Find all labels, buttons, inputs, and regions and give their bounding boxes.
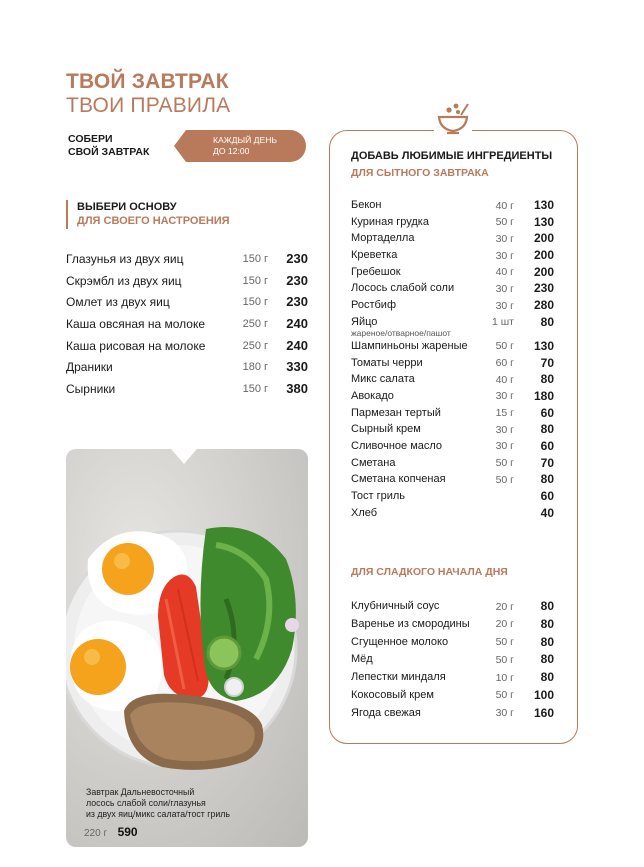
- menu-item: [66, 315, 310, 337]
- item-name: Драники: [66, 360, 113, 375]
- ingredient-weight: 30 г: [495, 249, 514, 262]
- item-weight: 250 г: [242, 318, 268, 331]
- ingredient-row: [351, 356, 556, 373]
- menu-item: [66, 250, 310, 272]
- ingredient-name: Яйцо: [351, 315, 378, 328]
- item-weight: 150 г: [242, 253, 268, 265]
- item-name: Скрэмбл из двух яиц: [66, 273, 182, 288]
- ingredient-name: Ягода свежая: [351, 706, 421, 719]
- ingredient-row: [351, 215, 556, 232]
- item-price: 230: [286, 272, 308, 288]
- badge-line-2: ДО 12:00: [213, 146, 250, 156]
- ingredient-weight: 15 г: [495, 407, 514, 420]
- ingredient-row: [351, 265, 556, 282]
- ingredients-heading: ДОБАВЬ ЛЮБИМЫЕ ИНГРЕДИЕНТЫ: [351, 150, 553, 162]
- item-price: 240: [286, 316, 308, 332]
- ingredient-note: жареное/отварное/пашот: [351, 327, 451, 338]
- ingredient-row: [351, 489, 556, 506]
- assemble-line-1: СОБЕРИ: [68, 133, 113, 145]
- ingredient-name: Лосось слабой соли: [351, 282, 455, 295]
- ingredient-weight: 40 г: [495, 199, 514, 212]
- ingredient-row: [351, 248, 556, 265]
- ingredient-weight: 60 г: [495, 357, 514, 369]
- ingredient-price: 200: [533, 264, 554, 279]
- ingredient-row: [351, 599, 556, 617]
- ingredient-price: 160: [533, 705, 554, 720]
- ingredient-price: 80: [540, 652, 554, 667]
- item-weight: 150 г: [242, 383, 268, 396]
- photo-price-value: 590: [117, 825, 138, 839]
- ingredient-name: Мортаделла: [351, 232, 415, 245]
- item-weight: 180 г: [242, 361, 268, 374]
- item-price: 380: [286, 381, 308, 397]
- ingredient-price: 280: [533, 298, 554, 313]
- ingredient-name: Хлеб: [351, 506, 378, 519]
- ingredient-weight: 50 г: [495, 636, 514, 649]
- ingredient-row: [351, 315, 556, 339]
- photo-weight: 220 г: [84, 828, 108, 839]
- item-name: Каша рисовая на молоке: [66, 338, 206, 353]
- ingredient-price: 80: [540, 314, 554, 329]
- caption-line-3: из двух яиц/микс салата/тост гриль: [86, 809, 230, 819]
- ingredient-name: Мёд: [351, 653, 373, 666]
- bowl-icon: [434, 100, 472, 136]
- ingredient-name: Кокосовый крем: [351, 688, 434, 701]
- assemble-line-2: СВОЙ ЗАВТРАК: [68, 146, 150, 158]
- ingredient-row: [351, 439, 556, 456]
- ingredient-price: 200: [533, 248, 554, 263]
- item-name: Каша овсяная на молоке: [66, 317, 206, 332]
- ingredient-weight: 50 г: [495, 689, 514, 702]
- ingredient-name: Сгущенное молоко: [351, 635, 449, 648]
- ingredient-name: Пармезан тертый: [351, 406, 441, 419]
- menu-item: [66, 272, 310, 294]
- ingredient-price: 80: [540, 634, 554, 649]
- ingredient-row: [351, 635, 556, 653]
- ingredient-row: [351, 372, 556, 389]
- item-price: 230: [286, 251, 308, 266]
- ingredient-weight: 50 г: [495, 653, 514, 666]
- item-weight: 250 г: [242, 339, 268, 352]
- item-weight: 150 г: [242, 274, 268, 287]
- menu-item: [66, 293, 310, 315]
- ingredient-row: [351, 456, 556, 473]
- page-title: ТВОЙ ЗАВТРАК: [66, 70, 229, 93]
- ingredient-name: Тост гриль: [351, 490, 405, 502]
- item-price: 230: [286, 294, 308, 310]
- ingredient-name: Ростбиф: [351, 299, 397, 312]
- item-price: 240: [286, 337, 308, 353]
- ingredient-name: Лепестки миндаля: [351, 671, 446, 684]
- ingredient-row: [351, 406, 556, 423]
- ingredient-weight: 50 г: [495, 340, 514, 353]
- savory-list: [351, 198, 556, 522]
- ingredient-price: 130: [533, 338, 554, 353]
- ingredient-weight: 30 г: [495, 707, 514, 720]
- ingredient-weight: 40 г: [495, 373, 514, 386]
- ingredient-price: 60: [540, 438, 554, 453]
- item-weight: 150 г: [242, 296, 268, 309]
- ingredient-row: [351, 339, 556, 356]
- ingredient-weight: 1 шт: [492, 316, 514, 329]
- ingredient-name: Клубничный соус: [351, 600, 440, 612]
- ingredient-row: [351, 281, 556, 298]
- ingredient-row: [351, 298, 556, 315]
- ingredient-weight: 10 г: [495, 671, 514, 684]
- photo-notch: [171, 449, 197, 464]
- ingredient-name: Бекон: [351, 199, 382, 211]
- ingredient-name: Сливочное масло: [351, 439, 443, 452]
- ingredient-row: [351, 706, 556, 724]
- item-price: 330: [286, 359, 308, 375]
- ingredient-price: 80: [540, 472, 554, 487]
- base-section-header: [66, 200, 230, 229]
- ingredient-name: Сырный крем: [351, 423, 421, 436]
- base-heading: ВЫБЕРИ ОСНОВУ: [77, 201, 177, 213]
- ingredient-price: 130: [533, 198, 554, 212]
- dish-photo: [66, 449, 308, 847]
- ingredient-weight: 30 г: [495, 423, 514, 436]
- photo-caption: [86, 787, 230, 820]
- ingredient-price: 80: [540, 616, 554, 631]
- ingredient-price: 180: [533, 388, 554, 403]
- ingredient-price: 80: [540, 422, 554, 437]
- ingredient-weight: 50 г: [495, 473, 514, 486]
- ingredient-row: [351, 652, 556, 670]
- ingredient-weight: 50 г: [495, 216, 514, 229]
- ingredient-price: 60: [540, 489, 554, 503]
- menu-item: [66, 337, 310, 359]
- item-name: Омлет из двух яиц: [66, 295, 170, 310]
- ingredient-price: 70: [540, 455, 554, 470]
- assemble-label: [68, 133, 149, 159]
- ingredient-name: Микс салата: [351, 373, 415, 386]
- ingredient-weight: 40 г: [495, 266, 514, 279]
- ingredient-row: [351, 422, 556, 439]
- sweet-list: [351, 599, 556, 724]
- ingredient-name: Креветка: [351, 249, 398, 262]
- savory-heading: ДЛЯ СЫТНОГО ЗАВТРАКА: [351, 167, 489, 179]
- ingredient-row: [351, 670, 556, 688]
- ingredient-price: 80: [540, 670, 554, 685]
- menu-item: [66, 380, 310, 402]
- ingredient-row: [351, 506, 556, 523]
- ingredient-price: 70: [540, 355, 554, 370]
- ingredient-name: Сметана копченая: [351, 473, 446, 486]
- menu-item: [66, 358, 310, 380]
- ingredient-name: Сметана: [351, 456, 396, 469]
- ingredient-weight: 30 г: [495, 440, 514, 453]
- ingredient-price: 60: [540, 405, 554, 420]
- ingredient-row: [351, 231, 556, 248]
- base-menu-list: [66, 250, 310, 402]
- ingredient-weight: 30 г: [495, 390, 514, 403]
- ingredient-price: 230: [533, 281, 554, 296]
- ingredient-name: Варенье из смородины: [351, 617, 470, 630]
- ingredient-row: [351, 198, 556, 215]
- item-name: Глазунья из двух яиц: [66, 252, 184, 266]
- ingredient-name: Гребешок: [351, 265, 401, 278]
- ingredient-weight: 30 г: [495, 232, 514, 245]
- ingredient-price: 200: [533, 231, 554, 246]
- ingredient-weight: 30 г: [495, 282, 514, 295]
- ingredient-name: Томаты черри: [351, 356, 423, 369]
- base-subheading: ДЛЯ СВОЕГО НАСТРОЕНИЯ: [77, 215, 230, 227]
- item-name: Сырники: [66, 382, 116, 397]
- page-subtitle: ТВОИ ПРАВИЛА: [66, 94, 231, 117]
- badge-line-1: КАЖДЫЙ ДЕНЬ: [213, 135, 278, 145]
- ingredient-price: 80: [540, 599, 554, 613]
- ingredient-row: [351, 389, 556, 406]
- ingredient-row: [351, 472, 556, 489]
- caption-line-2: лосось слабой соли/глазунья: [86, 798, 206, 808]
- ingredient-weight: 30 г: [495, 299, 514, 312]
- ingredient-price: 40: [540, 505, 554, 520]
- ingredient-weight: 20 г: [495, 618, 514, 631]
- ingredient-name: Шампиньоны жареные: [351, 339, 468, 352]
- ingredient-name: Куриная грудка: [351, 215, 429, 228]
- ingredient-price: 80: [540, 372, 554, 387]
- bowl-icon-svg: [434, 100, 472, 136]
- ingredient-row: [351, 688, 556, 706]
- photo-price: [84, 823, 138, 841]
- sweet-heading: ДЛЯ СЛАДКОГО НАЧАЛА ДНЯ: [351, 566, 508, 578]
- caption-line-1: Завтрак Дальневосточный: [86, 787, 195, 797]
- time-badge: [186, 130, 306, 162]
- ingredient-name: Авокадо: [351, 389, 394, 402]
- ingredient-weight: 50 г: [495, 457, 514, 470]
- ingredient-row: [351, 617, 556, 635]
- ingredient-weight: 20 г: [495, 600, 514, 613]
- ingredient-price: 130: [533, 214, 554, 229]
- ingredient-price: 100: [533, 687, 554, 702]
